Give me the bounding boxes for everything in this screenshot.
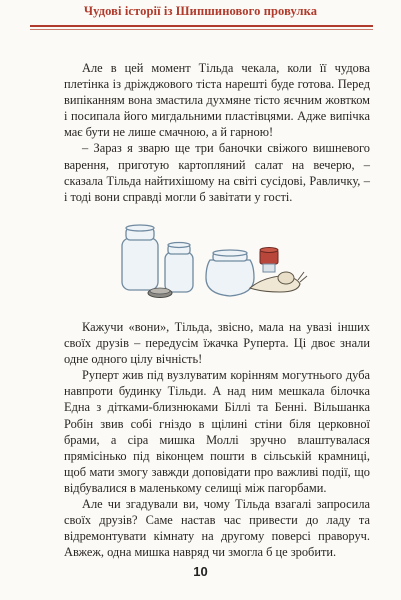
- paragraph: Кажучи «вони», Тільда, звісно, мала на увазі інших своїх друзів – передусім їжачка Руперта. Ці двоє знали одне одного цілу вічність!: [64, 320, 370, 367]
- header-rule-thin: [30, 29, 373, 30]
- text-block-top: [64, 60, 370, 205]
- header-rule: [30, 25, 373, 27]
- jars-and-snail-illustration: [110, 218, 310, 303]
- running-header: Чудові історії із Шипшинового провулка: [83, 4, 318, 18]
- paragraph: – Зараз я зварю ще три баночки свіжого вишневого варення, приготую картопляний салат на вечерю, – сказала Тільда найтихішому на світі сусідові, Равличку, – і тоді вони справді могли б завітати у гості.: [64, 141, 370, 204]
- paragraph: Але в цей момент Тільда чекала, коли її чудова плетінка із дріжджового тіста нарешті буде готова. Перед випіканням вона змастила духмяне тісто яєчним жовтком і посипала його мигдальними пластівцями. Адже випічка має бути не лише смачною, а й гарною!: [64, 61, 370, 140]
- paragraph: Руперт жив під вузлуватим корінням могутнього дуба навпроти будинку Тільди. А над ним мешкала білочка Една з дітками-близнюками Біллі та Бенні. Вільшанка Робін звив собі гніздо в щілині стіни біля церковної брами, а сіра мишка Моллі зручно влаштувалася прямісінько під віконцем пошти в сільській крамниці, щоб мати змогу завжди доповідати про важливі події, що відбувалися в маленькому селищі між пагорбами.: [64, 368, 370, 495]
- text-block-bottom: [64, 319, 370, 560]
- page-number: 10: [193, 564, 208, 579]
- paragraph: Але чи згадували ви, чому Тільда взагалі запросила своїх друзів? Саме настав час привести до ладу та відремонтувати кімнату на другому поверсі праворуч. Авжеж, одна мишка навряд чи змогла б це зробити.: [64, 497, 370, 560]
